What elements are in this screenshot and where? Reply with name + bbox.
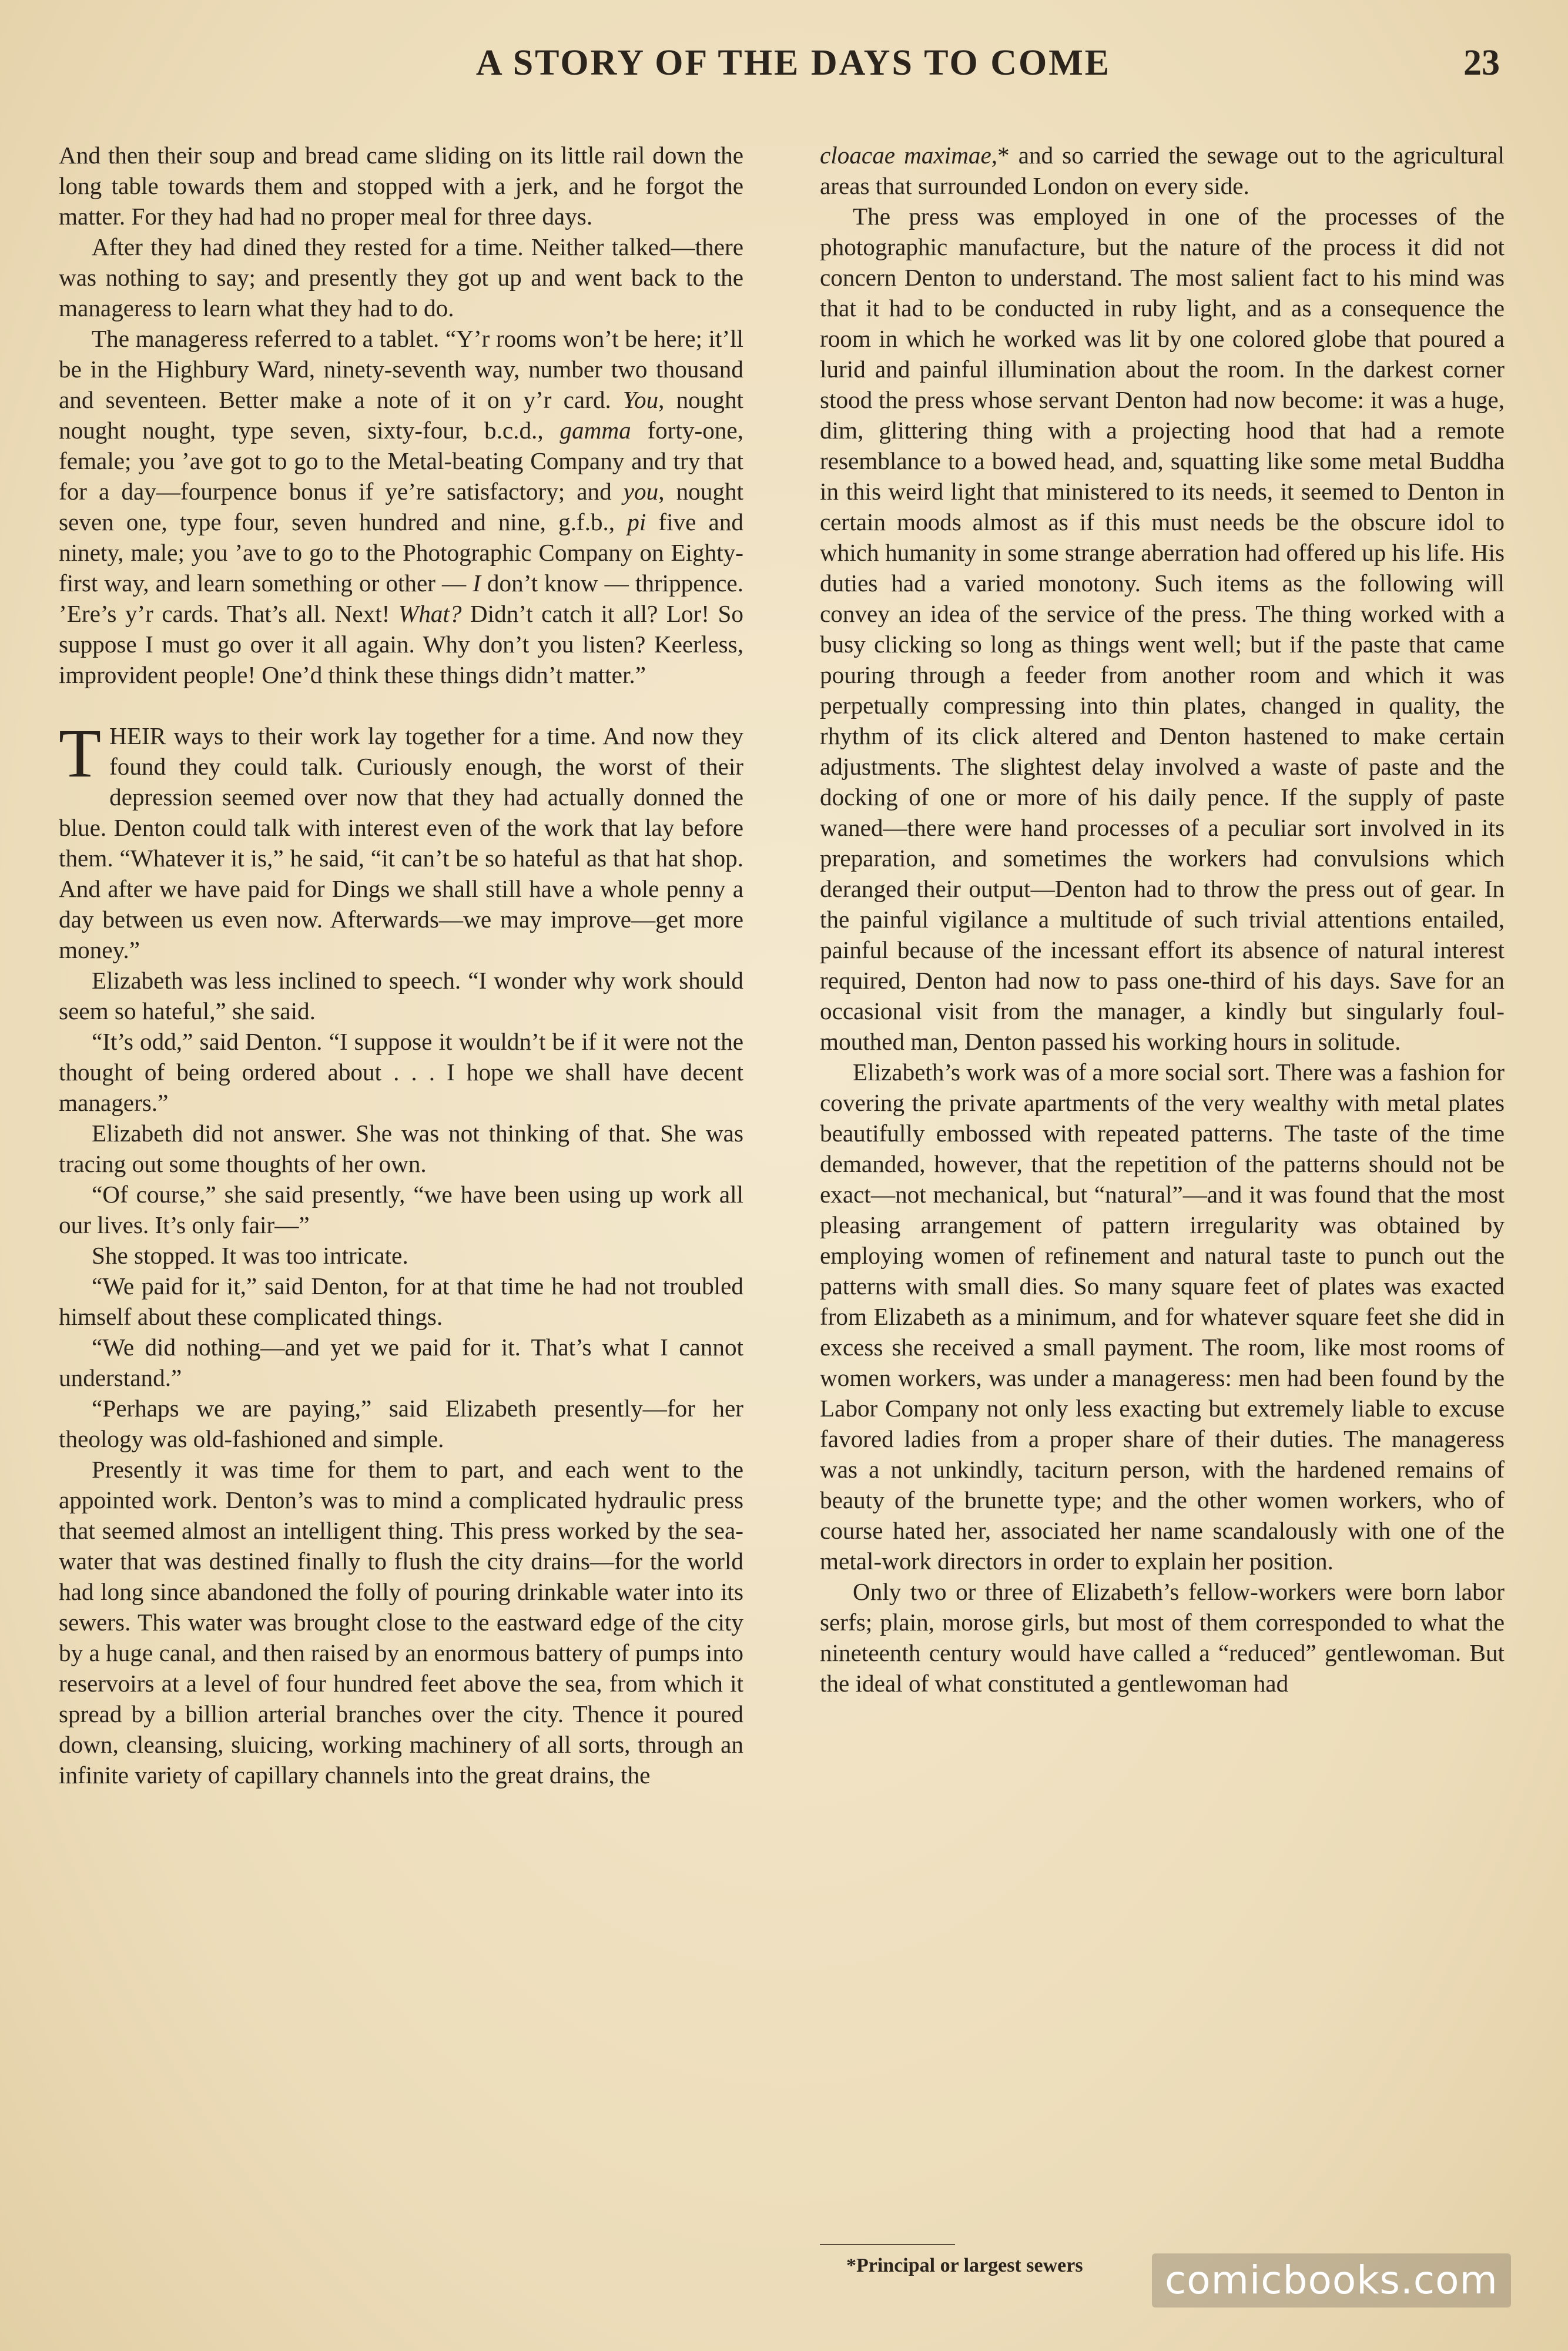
paragraph: She stopped. It was too intricate. <box>92 1242 408 1269</box>
section-break <box>59 690 743 721</box>
paragraph: “We did nothing—and yet we paid for it. That’s what I cannot understand.” <box>59 1334 743 1391</box>
paragraph: And then their soup and bread came sliding on its little rail down the long table towards them and stopped with a jerk, and he forgot the matter. For they had had no proper meal for three days. <box>59 142 743 230</box>
paragraph: “We paid for it,” said Denton, for at that time he had not troubled himself about these complicated things. <box>59 1272 743 1330</box>
paragraph: “Perhaps we are paying,” said Elizabeth presently—for her theology was old-fashioned and simple. <box>59 1395 743 1452</box>
paragraph: “It’s odd,” said Denton. “I suppose it wouldn’t be if it were not the thought of being ordered about . . . I hope we shall have decent managers.” <box>59 1028 743 1116</box>
paragraph: After they had dined they rested for a time. Neither talked—there was nothing to say; and presently they got up and went back to the manageress to learn what they had to do. <box>59 233 743 321</box>
paragraph: Presently it was time for them to part, and each went to the appointed work. Denton’s was to mind a complicated hydraulic press that seemed almost an intelligent thing. This press worked by the sea-water that was destined finally to flush the city drains—for the world had long since abandoned the folly of pouring drinkable water into its sewers. This water was brought close to the eastward edge of the city by a huge canal, and then raised by an enormous battery of pumps into reservoirs at a level of four hundred feet above the sea, from which it spread by a billion arterial branches over the city. Thence it poured down, cleansing, sluicing, working machinery of all sorts, through an infinite variety of capillary channels into the great drains, the <box>59 1456 743 1789</box>
paragraph: cloacae maximae,* and so carried the sewage out to the agricultural areas that surrounded London on every side. <box>820 142 1505 199</box>
paragraph: Elizabeth did not answer. She was not thinking of that. She was tracing out some thoughts of her own. <box>59 1120 743 1177</box>
paragraph: Elizabeth was less inclined to speech. “I wonder why work should seem so hateful,” she said. <box>59 967 743 1024</box>
paragraph-with-dropcap: THEIR ways to their work lay together for a time. And now they found they could talk. Curiously enough, the worst of their depression seemed over now that they had actually donned the blue. Denton could talk with interest even of the work that lay before them. “Whatever it is,” he said, “it can’t be so hateful as that hat shop. And after we have paid for Dings we shall still have a whole penny a day between us even now. Afterwards—we may improve—get more money.” <box>59 715 743 963</box>
page-number: 23 <box>1463 43 1500 83</box>
paragraph: Elizabeth’s work was of a more social sort. There was a fashion for covering the private apartments of the very wealthy with metal plates beautifully embossed with repeated patterns. The taste of the time demanded, however, that the repetition of the patterns should not be exact—not mechanical, but “natural”—and it was found that the most pleasing arrangement of pattern irregularity was obtained by employing women of refinement and natural taste to punch out the patterns with small dies. So many square feet of plates was exacted from Elizabeth as a minimum, and for whatever square feet she did in excess she received a small payment. The room, like most rooms of women workers, was under a manageress: men had been found by the Labor Company not only less exacting but extremely liable to excuse favored ladies from a proper share of their duties. The manageress was a not unkindly, taciturn person, with the hardened remains of beauty of the brunette type; and the other women workers, who of course hated her, associated her name scandalously with one of the metal-work directors in order to explain her position. <box>820 1059 1505 1575</box>
footnote-rule <box>820 2244 955 2245</box>
paragraph: “Of course,” she said presently, “we have been using up work all our lives. It’s only fair—” <box>59 1181 743 1238</box>
right-column <box>820 140 1505 1699</box>
running-header <box>0 42 1568 95</box>
footnote: *Principal or largest sewers <box>846 2255 1083 2276</box>
left-column <box>59 140 743 1790</box>
paragraph: The press was employed in one of the processes of the photographic manufacture, but the nature of the process it did not concern Denton to understand. The most salient fact to his mind was that it had to be conducted in ruby light, and as a consequence the room in which he worked was lit by one colored globe that poured a lurid and painful illumination about the room. In the darkest corner stood the press whose servant Denton had now become: it was a huge, dim, glittering thing with a projecting hood that had a remote resemblance to a bowed head, and, squatting like some metal Buddha in this weird light that ministered to its needs, it seemed to Denton in certain moods almost as if this must needs be the obscure idol to which humanity in some strange aberration had offered up his life. His duties had a varied monotony. Such items as the following will convey an idea of the service of the press. The thing worked with a busy clicking so long as things went well; but if the paste that came pouring through a feeder from another room and which it was perpetually compressing into thin plates, changed in quality, the rhythm of its click altered and Denton hastened to make certain adjustments. The slightest delay involved a waste of paste and the docking of one or more of his daily pence. If the supply of paste waned—there were hand processes of a peculiar sort involved in its preparation, and sometimes the workers had convulsions which deranged their output—Denton had to throw the press out of gear. In the painful vigilance a multitude of such trivial attentions entailed, painful because of the incessant effort its absence of natural interest required, Denton had now to pass one-third of his days. Save for an occasional visit from the manager, a kindly but singularly foul-mouthed man, Denton passed his working hours in solitude. <box>820 203 1505 1055</box>
paragraph: The manageress referred to a tablet. “Y’r rooms won’t be here; it’ll be in the Highbury Ward, ninety-seventh way, number two thousand and seventeen. Better make a note of it on y’r card. You, nought nought nought, type seven, sixty-four, b.c.d., gamma forty-one, female; you ’ave got to go to the Metal-beating Company and try that for a day—fourpence bonus if ye’re satisfactory; and you, nought seven one, type four, seven hundred and nine, g.f.b., pi five and ninety, male; you ’ave to go to the Photographic Company on Eighty-first way, and learn something or other — I don’t know — thrippence. ’Ere’s y’r cards. That’s all. Next! What? Didn’t catch it all? Lor! So suppose I must go over it all again. Why don’t you listen? Keerless, improvident people! One’d think these things didn’t matter.” <box>59 325 743 688</box>
drop-cap: T <box>59 715 102 792</box>
watermark: comicbooks.com <box>1152 2253 1511 2308</box>
running-title: A STORY OF THE DAYS TO COME <box>475 43 1111 83</box>
paragraph: Only two or three of Elizabeth’s fellow-workers were born labor serfs; plain, morose girls, but most of them corresponded to what the nineteenth century would have called a “reduced” gentlewoman. But the ideal of what constituted a gentlewoman had <box>820 1578 1505 1697</box>
